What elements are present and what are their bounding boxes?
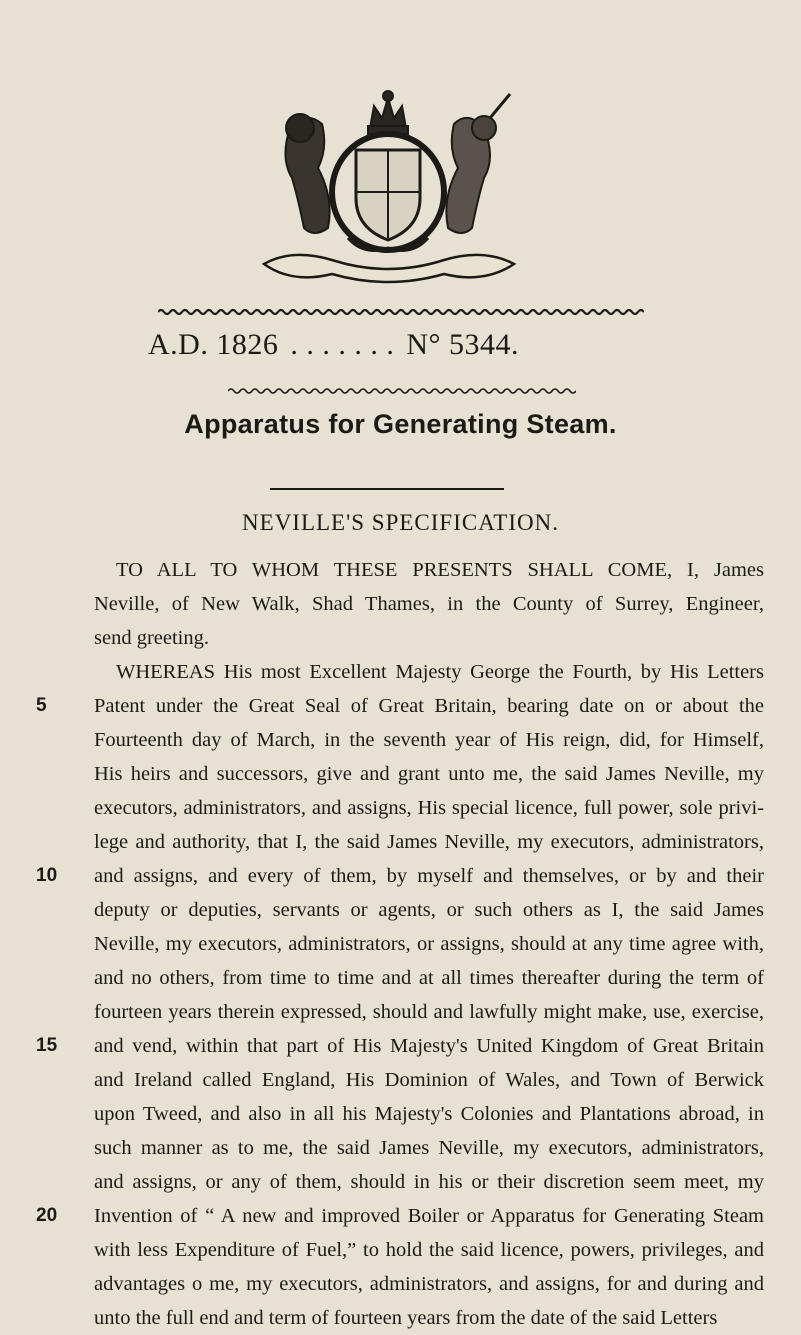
text-line: and assigns, or any of them, should in his or their discretion seem meet, my: [94, 1171, 764, 1193]
title-divider: [270, 488, 504, 490]
header-dots: . . . . . . .: [290, 328, 395, 361]
text-line: advantages o me, my executors, administrators, and assigns, for and during and: [94, 1273, 764, 1295]
text-line: TO ALL TO WHOM THESE PRESENTS SHALL COME, I, James: [116, 559, 764, 581]
royal-coat-of-arms-icon: [252, 88, 524, 290]
text-line: His heirs and successors, give and grant unto me, the said James Neville, my: [94, 763, 764, 785]
top-wavy-rule: [158, 308, 644, 316]
text-line: send greeting.: [94, 627, 209, 649]
document-title: Apparatus for Generating Steam.: [184, 409, 617, 439]
line-number: 10: [36, 865, 58, 886]
text-line: Neville, of New Walk, Shad Thames, in the County of Surrey, Engineer,: [94, 593, 764, 615]
text-line: and assigns, and every of them, by myself and themselves, or by and their: [94, 865, 764, 887]
line-number: 15: [36, 1035, 58, 1056]
text-line: and Ireland called England, His Dominion of Wales, and Town of Berwick: [94, 1069, 764, 1091]
text-line: such manner as to me, the said James Neville, my executors, administrators,: [94, 1137, 764, 1159]
bottom-wavy-rule: [228, 387, 576, 395]
text-line: unto the full end and term of fourteen years from the date of the said Letters: [94, 1307, 718, 1329]
line-number: 5: [36, 695, 47, 716]
text-line: with less Expenditure of Fuel,” to hold the said licence, powers, privileges, and: [94, 1239, 764, 1261]
text-line: lege and authority, that I, the said James Neville, my executors, administrators,: [94, 831, 764, 853]
text-line: Invention of “ A new and improved Boiler or Apparatus for Generating Steam: [94, 1205, 764, 1227]
text-line: Neville, my executors, administrators, or assigns, should at any time agree with,: [94, 933, 764, 955]
text-line: upon Tweed, and also in all his Majesty's Colonies and Plantations abroad, in: [94, 1103, 764, 1125]
patent-header: [148, 328, 668, 362]
text-line: and no others, from time to time and at all times thereafter during the term of: [94, 967, 764, 989]
patent-year: A.D. 1826: [148, 328, 279, 361]
text-line: Fourteenth day of March, in the seventh year of His reign, did, for Himself,: [94, 729, 764, 751]
text-line: deputy or deputies, servants or agents, or such others as I, the said James: [94, 899, 764, 921]
line-number: 20: [36, 1205, 58, 1226]
text-line: and vend, within that part of His Majesty's United Kingdom of Great Britain: [94, 1035, 764, 1057]
specification-heading: NEVILLE'S SPECIFICATION.: [242, 510, 559, 535]
text-line: WHEREAS His most Excellent Majesty George the Fourth, by His Letters: [116, 661, 764, 683]
text-line: fourteen years therein expressed, should and lawfully might make, use, exercise,: [94, 1001, 764, 1023]
text-line: executors, administrators, and assigns, His special licence, full power, sole privi-: [94, 797, 764, 819]
text-line: Patent under the Great Seal of Great Britain, bearing date on or about the: [94, 695, 764, 717]
patent-number: N° 5344.: [406, 328, 520, 361]
